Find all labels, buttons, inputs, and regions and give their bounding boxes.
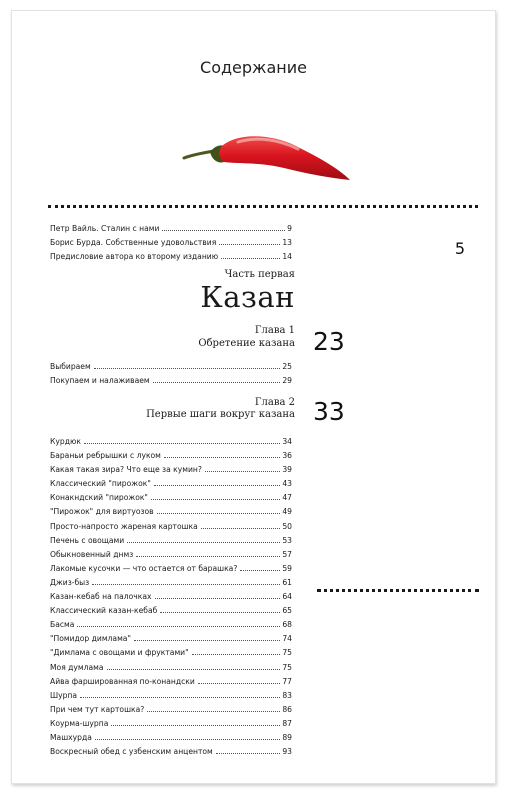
- toc-entry[interactable]: [50, 548, 292, 562]
- toc-entry-title: Петр Вайль. Сталин с нами: [50, 224, 160, 233]
- toc-entry-title: Машхурда: [50, 732, 92, 742]
- toc-entry-page: 14: [282, 252, 292, 262]
- leader-dots: [151, 499, 280, 500]
- toc-entry-page: 65: [282, 606, 292, 616]
- toc-entry-page: 59: [282, 563, 292, 573]
- toc-entry-page: 83: [282, 690, 292, 700]
- toc-entry-title: Покупаем и налаживаем: [50, 376, 150, 386]
- leader-dots: [77, 626, 280, 627]
- toc-entry-page: 47: [282, 493, 292, 503]
- toc-entry-title: "Пирожок" для виртуозов: [50, 507, 154, 517]
- toc-entry-page: 25: [282, 362, 292, 371]
- toc-entry-title: Коурма-шурпа: [50, 718, 109, 728]
- leader-dots: [157, 513, 281, 514]
- toc-entry[interactable]: [50, 250, 292, 264]
- toc-entry-page: 36: [282, 451, 292, 461]
- toc-entry-page: 29: [282, 376, 292, 386]
- toc-entry[interactable]: [50, 731, 292, 745]
- toc-entry-page: 74: [282, 634, 292, 644]
- toc-entry-title: Борис Бурда. Собственные удовольствия: [50, 238, 217, 248]
- toc-entry-page: 61: [282, 577, 292, 587]
- toc-entry-page: 75: [282, 662, 292, 672]
- preface-start-page: 5: [454, 239, 465, 258]
- leader-dots: [134, 640, 280, 641]
- toc-entry[interactable]: [50, 689, 292, 703]
- toc-entry[interactable]: [50, 675, 292, 689]
- part-label: Часть первая: [224, 269, 295, 280]
- toc-entry-title: Просто-напросто жареная картошка: [50, 521, 198, 531]
- leader-dots: [84, 443, 280, 444]
- leader-dots: [136, 556, 280, 557]
- book-page: [11, 10, 496, 784]
- leader-dots: [160, 612, 280, 613]
- toc-entry[interactable]: [50, 520, 292, 534]
- toc-entry-title: Моя думлама: [50, 662, 104, 672]
- toc-entry[interactable]: [50, 717, 292, 731]
- leader-dots: [164, 457, 280, 458]
- toc-entry[interactable]: [50, 646, 292, 660]
- leader-dots: [205, 471, 280, 472]
- toc-entry-title: Обыкновенный днмз: [50, 549, 134, 559]
- toc-entry[interactable]: [50, 222, 292, 236]
- toc-entry-title: "Помидор димлама": [50, 634, 131, 644]
- toc-entry-title: Лакомые кусочки — что остается от барашка?: [50, 563, 238, 573]
- toc-entry-page: 49: [282, 507, 292, 517]
- chapter2-start-page: 33: [313, 397, 345, 426]
- toc-entry-page: 77: [282, 676, 292, 686]
- leader-dots: [155, 598, 281, 599]
- toc-entry[interactable]: [50, 590, 292, 604]
- toc-entry-title: Курдюк: [50, 437, 81, 446]
- toc-entry-page: 89: [282, 732, 292, 742]
- leader-dots: [127, 542, 280, 543]
- toc-entry-title: Воскресный обед с узбенским анцентом: [50, 747, 213, 757]
- toc-entry-title: Джиз-быз: [50, 577, 90, 587]
- leader-dots: [221, 258, 280, 259]
- toc-entry-title: "Димлама с овощами и фруктами": [50, 648, 189, 658]
- toc-entry-page: 50: [282, 521, 292, 531]
- toc-entry[interactable]: [50, 491, 292, 505]
- leader-dots: [154, 485, 281, 486]
- chapter2-title: Первые шаги вокруг казана: [146, 409, 295, 420]
- toc-entry-title: Какая такая зира? Что еще за кумин?: [50, 465, 202, 475]
- toc-chapter2-list: [50, 435, 292, 759]
- leader-dots: [80, 697, 280, 698]
- toc-entry-page: 13: [282, 238, 292, 248]
- toc-entry-page: 53: [282, 535, 292, 545]
- toc-entry-title: Айва фаршированная по-конандски: [50, 676, 195, 686]
- toc-entry-page: 93: [282, 747, 292, 757]
- page-title: Содержание: [200, 58, 307, 77]
- toc-entry-title: Бараньи ребрышки с луком: [50, 451, 161, 461]
- toc-chapter1-list: [50, 360, 292, 388]
- toc-entry-title: При чем тут картошка?: [50, 704, 145, 714]
- chapter1-title: Обретение казана: [198, 338, 295, 349]
- toc-entry-page: 57: [282, 549, 292, 559]
- leader-dots: [153, 382, 281, 383]
- leader-dots: [201, 528, 281, 529]
- toc-entry-title: Предисловие автора ко второму изданию: [50, 252, 219, 262]
- leader-dots: [240, 570, 280, 571]
- toc-entry-page: 75: [282, 648, 292, 658]
- leader-dots: [111, 725, 280, 726]
- toc-entry-title: Конакндский "пирожок": [50, 493, 148, 503]
- toc-entry[interactable]: [50, 562, 292, 576]
- chapter1-label: Глава 1: [254, 325, 295, 336]
- toc-entry[interactable]: [50, 435, 292, 449]
- toc-entry[interactable]: [50, 505, 292, 519]
- toc-entry-page: 34: [282, 437, 292, 446]
- toc-entry-title: Печень с овощами: [50, 535, 125, 545]
- toc-entry-title: Шурпа: [50, 690, 78, 700]
- toc-entry[interactable]: [50, 618, 292, 632]
- toc-entry[interactable]: [50, 374, 292, 388]
- leader-dots: [219, 244, 280, 245]
- toc-entry[interactable]: [50, 463, 292, 477]
- leader-dots: [94, 368, 281, 369]
- leader-dots: [216, 753, 281, 754]
- toc-entry[interactable]: [50, 449, 292, 463]
- part-title: Казан: [200, 280, 295, 314]
- toc-entry[interactable]: [50, 576, 292, 590]
- leader-dots: [162, 230, 285, 231]
- dotted-divider: [317, 589, 479, 592]
- toc-entry-page: 43: [282, 479, 292, 489]
- toc-entry-page: 39: [282, 465, 292, 475]
- toc-entry[interactable]: [50, 703, 292, 717]
- toc-entry[interactable]: [50, 661, 292, 675]
- toc-entry-page: 86: [282, 704, 292, 714]
- leader-dots: [192, 654, 281, 655]
- toc-entry[interactable]: [50, 477, 292, 491]
- toc-entry[interactable]: [50, 534, 292, 548]
- leader-dots: [107, 669, 281, 670]
- leader-dots: [95, 739, 280, 740]
- chapter1-start-page: 23: [313, 327, 345, 356]
- toc-entry-title: Выбираем: [50, 362, 91, 371]
- toc-entry-page: 9: [287, 224, 292, 233]
- toc-entry-page: 64: [282, 592, 292, 602]
- toc-entry[interactable]: [50, 360, 292, 374]
- toc-entry-page: 87: [282, 718, 292, 728]
- leader-dots: [198, 683, 281, 684]
- toc-entry[interactable]: [50, 236, 292, 250]
- chapter2-label: Глава 2: [254, 397, 295, 408]
- leader-dots: [92, 584, 280, 585]
- dotted-divider: [48, 205, 478, 208]
- toc-entry[interactable]: [50, 632, 292, 646]
- toc-entry[interactable]: [50, 745, 292, 759]
- toc-entry-page: 68: [282, 620, 292, 630]
- chili-pepper-icon: [180, 122, 352, 186]
- toc-preface-list: [50, 222, 292, 264]
- toc-entry-title: Классический "пирожок": [50, 479, 151, 489]
- toc-entry-title: Басма: [50, 620, 75, 630]
- toc-entry[interactable]: [50, 604, 292, 618]
- leader-dots: [147, 711, 280, 712]
- toc-entry-title: Классический казан-кебаб: [50, 606, 158, 616]
- toc-entry-title: Казан-кебаб на палочках: [50, 592, 152, 602]
